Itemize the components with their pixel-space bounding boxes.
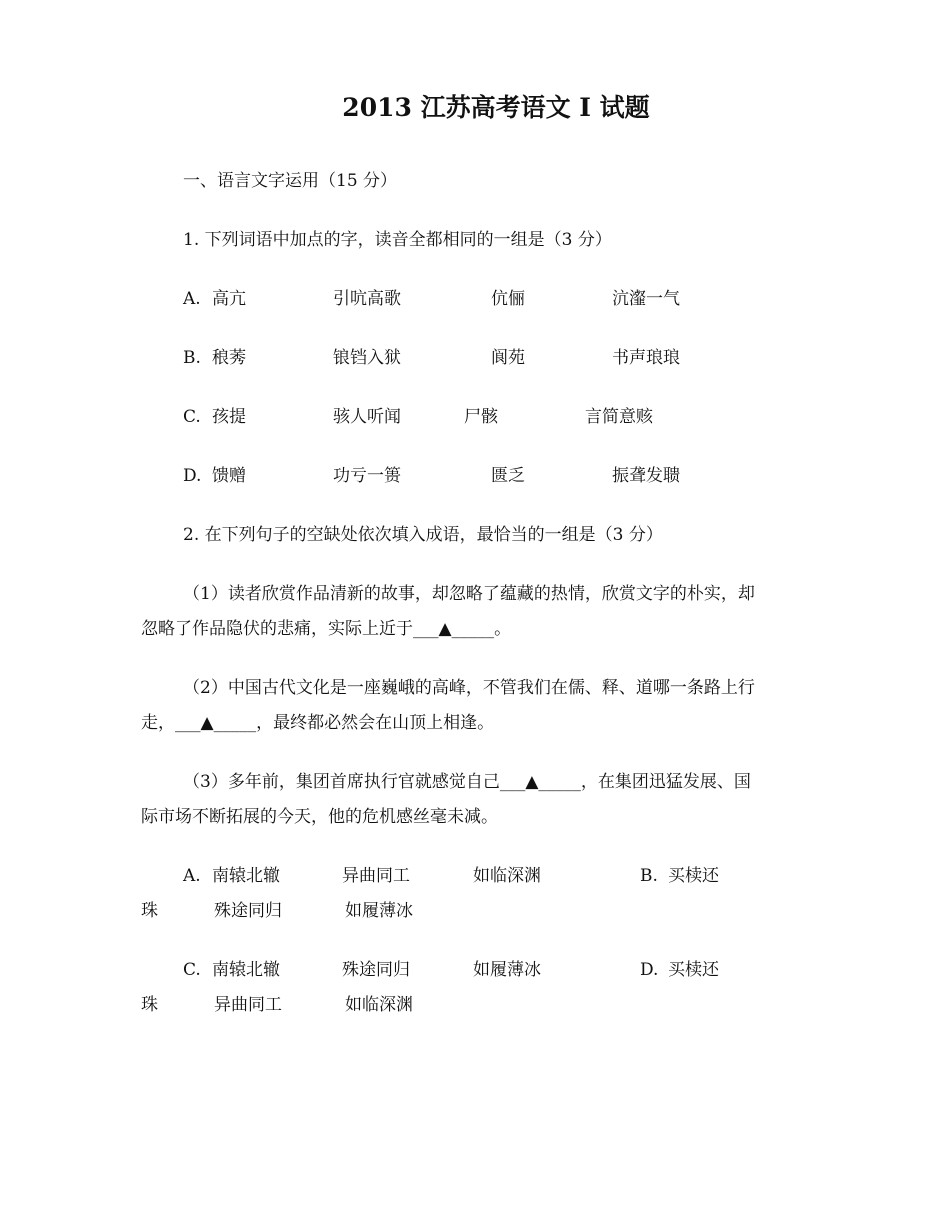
option-word: 如临深渊 [345,995,413,1015]
option-label: A. [183,866,201,886]
option-word: 言简意赅 [585,407,653,427]
option-word: 伉俪 [491,289,525,309]
option-word: 孩提 [212,407,246,427]
option-label: A. [183,289,201,309]
option-label: B. [183,348,201,368]
option-label: D. [640,960,659,980]
question-1-stem: 1. 下列词语中加点的字，读音全都相同的一组是（3 分） [183,230,612,250]
option-word: 珠 [141,901,158,921]
option-word: 阆苑 [491,348,525,368]
section-heading: 一、语言文字运用（15 分） [183,171,398,191]
option-word: 珠 [141,995,158,1015]
option-label: B. [640,866,658,886]
sentence-1-line-2: 忽略了作品隐伏的悲痛，实际上近于___▲_____。 [141,619,512,639]
option-word: 如履薄冰 [473,960,541,980]
page-title: 2013 江苏高考语文 I 试题 [342,93,650,122]
option-word: 尸骸 [464,407,498,427]
question-2-stem: 2. 在下列句子的空缺处依次填入成语，最恰当的一组是（3 分） [183,525,663,545]
option-label: D. [183,466,202,486]
option-label: C. [183,407,201,427]
option-word: 如履薄冰 [345,901,413,921]
option-word: 如临深渊 [473,866,541,886]
option-word: 骇人听闻 [333,407,401,427]
option-word: 振聋发聩 [612,466,680,486]
option-word: 南辕北辙 [212,866,280,886]
option-word: 匮乏 [491,466,525,486]
option-word: 高亢 [212,289,246,309]
option-word: 稂莠 [212,348,246,368]
sentence-2-line-1: （2）中国古代文化是一座巍峨的高峰，不管我们在儒、释、道哪一条路上行 [183,678,755,698]
option-word: 锒铛入狱 [333,348,401,368]
option-word: 异曲同工 [342,866,410,886]
option-word: 南辕北辙 [212,960,280,980]
sentence-1-line-1: （1）读者欣赏作品清新的故事，却忽略了蕴藏的热情，欣赏文字的朴实，却 [183,584,755,604]
option-word: 引吭高歌 [333,289,401,309]
option-word: 异曲同工 [214,995,282,1015]
option-word: 沆瀣一气 [612,289,680,309]
option-word: 殊途同归 [214,901,282,921]
option-word: 书声琅琅 [612,348,680,368]
option-label: C. [183,960,201,980]
sentence-2-line-2: 走，___▲_____，最终都必然会在山顶上相逢。 [141,713,495,733]
option-word: 殊途同归 [342,960,410,980]
option-word: 功亏一篑 [333,466,401,486]
sentence-3-line-2: 际市场不断拓展的今天，他的危机感丝毫未减。 [141,807,498,827]
option-word: 馈赠 [212,466,246,486]
option-word: 买椟还 [668,960,719,980]
sentence-3-line-1: （3）多年前，集团首席执行官就感觉自己___▲_____，在集团迅猛发展、国 [183,772,751,792]
option-word: 买椟还 [668,866,719,886]
